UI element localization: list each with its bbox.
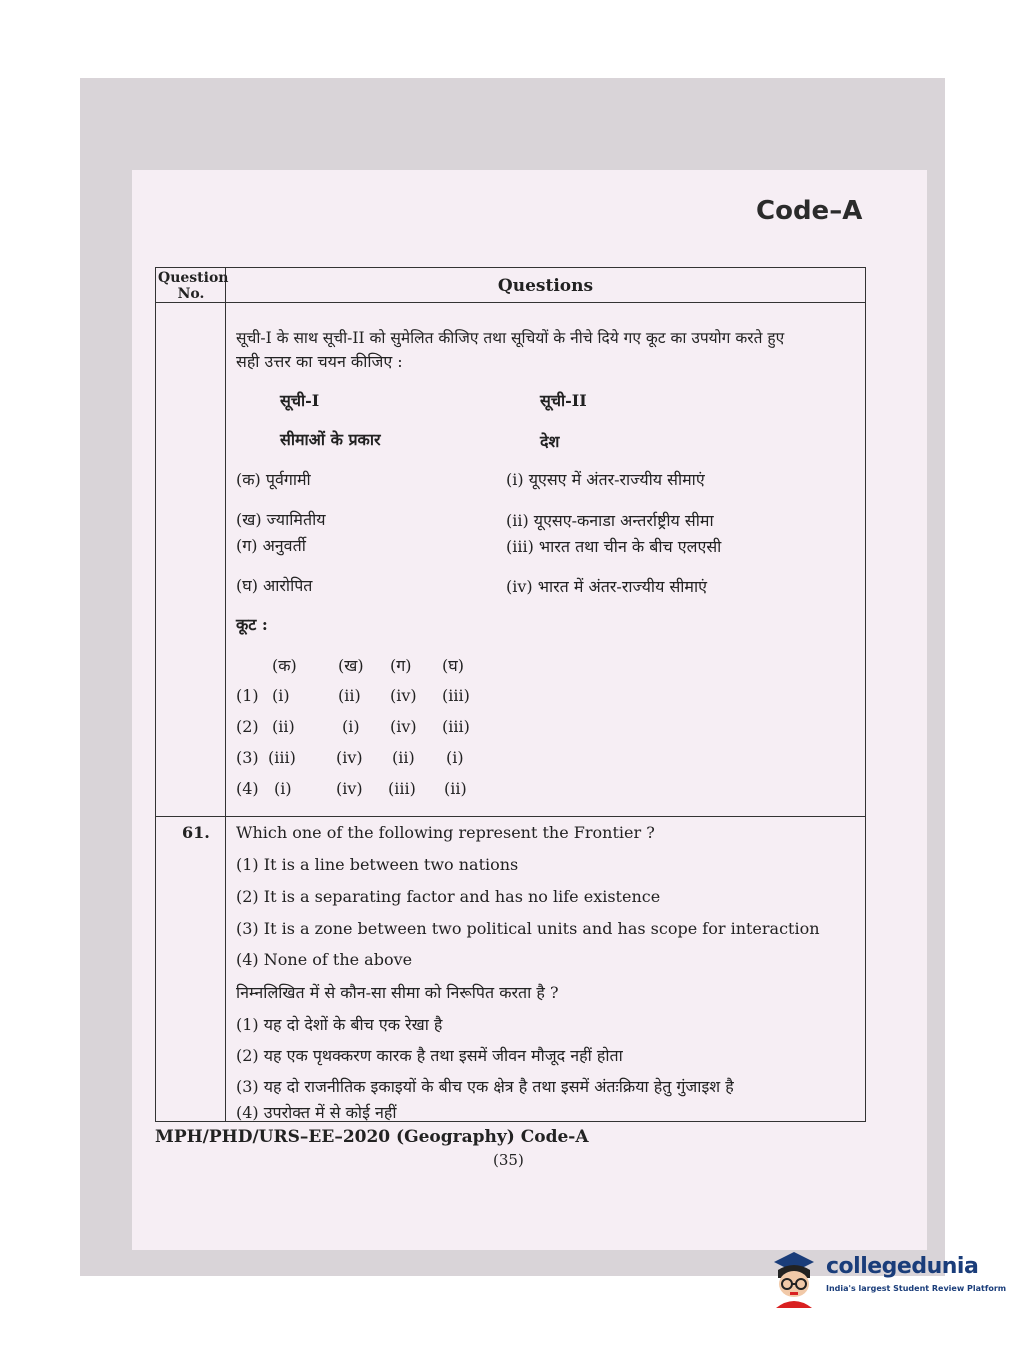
- list2-item: (iv) भारत में अंतर-राज्यीय सीमाएं: [506, 577, 707, 596]
- code-label: Code–A: [756, 196, 863, 226]
- q61-option-en: (3) It is a zone between two political units and has scope for interaction: [236, 919, 820, 938]
- code-cell: (ii): [444, 779, 467, 798]
- code-cell: (i): [272, 686, 290, 705]
- code-cell: (iv): [336, 748, 363, 767]
- code-header: (घ): [442, 656, 464, 675]
- code-header: (ख): [338, 656, 364, 675]
- code-cell: (iv): [390, 717, 417, 736]
- code-cell: (iv): [336, 779, 363, 798]
- code-cell: (ii): [338, 686, 361, 705]
- mascot-icon: [768, 1248, 820, 1308]
- q60-intro-line1: सूची-I के साथ सूची-II को सुमेलित कीजिए तथा सूचियों के नीचे दिये गए कूट का उपयोग करते हुए: [236, 329, 785, 347]
- list2-title: सूची-II: [540, 391, 587, 410]
- list2-item: (i) यूएसए में अंतर-राज्यीय सीमाएं: [506, 470, 705, 489]
- code-cell: (i): [274, 779, 292, 798]
- code-option-number: (1): [236, 686, 259, 705]
- list1-item: (घ) आरोपित: [236, 576, 313, 595]
- list2-item: (ii) यूएसए-कनाडा अन्तर्राष्ट्रीय सीमा: [506, 511, 714, 530]
- list2-item: (iii) भारत तथा चीन के बीच एलएसी: [506, 537, 722, 556]
- header-divider: [156, 302, 865, 303]
- code-header: (क): [272, 656, 297, 675]
- code-cell: (iii): [442, 717, 470, 736]
- list1-item: (ग) अनुवर्ती: [236, 536, 306, 555]
- code-cell: (iii): [268, 748, 296, 767]
- q61-option-hi: (4) उपरोक्त में से कोई नहीं: [236, 1103, 397, 1122]
- collegedunia-logo: [768, 1248, 1007, 1310]
- footer-title: MPH/PHD/URS–EE–2020 (Geography) Code-A: [155, 1127, 589, 1147]
- code-cell: (ii): [272, 717, 295, 736]
- q61-question-hi: निम्नलिखित में से कौन-सा सीमा को निरूपित करता है ?: [236, 983, 559, 1002]
- page-number: (35): [493, 1151, 524, 1169]
- q61-option-hi: (1) यह दो देशों के बीच एक रेखा है: [236, 1015, 443, 1034]
- col-header-questions: Questions: [497, 276, 594, 296]
- logo-tagline: India's largest Student Review Platform: [826, 1284, 1007, 1293]
- code-header: (ग): [390, 656, 412, 675]
- code-option-number: (3): [236, 748, 259, 767]
- col-header-question-no: Question No.: [158, 270, 229, 302]
- list1-item: (ख) ज्यामितीय: [236, 510, 326, 529]
- q61-question-en: Which one of the following represent the Frontier ?: [236, 823, 655, 842]
- code-cell: (iv): [390, 686, 417, 705]
- question-number: 61.: [182, 823, 210, 842]
- q61-option-en: (1) It is a line between two nations: [236, 855, 519, 874]
- code-cell: (ii): [392, 748, 415, 767]
- logo-wordmark: collegedunia: [826, 1254, 979, 1279]
- code-key-label: कूट :: [236, 615, 268, 634]
- list1-subtitle: सीमाओं के प्रकार: [280, 430, 381, 449]
- code-cell: (i): [446, 748, 464, 767]
- list1-item: (क) पूर्वगामी: [236, 470, 311, 489]
- q61-option-en: (2) It is a separating factor and has no life existence: [236, 887, 661, 906]
- list2-subtitle: देश: [540, 432, 560, 451]
- row-divider: [156, 816, 865, 817]
- q61-option-en: (4) None of the above: [236, 950, 413, 969]
- q61-option-hi: (2) यह एक पृथक्करण कारक है तथा इसमें जीवन मौजूद नहीं होता: [236, 1046, 623, 1065]
- list1-title: सूची-I: [280, 391, 320, 410]
- column-divider: [225, 268, 226, 1121]
- code-cell: (iii): [388, 779, 416, 798]
- q60-intro-line2: सही उत्तर का चयन कीजिए :: [236, 352, 403, 371]
- code-option-number: (4): [236, 779, 259, 798]
- code-option-number: (2): [236, 717, 259, 736]
- question-table: [155, 267, 866, 1122]
- q61-option-hi: (3) यह दो राजनीतिक इकाइयों के बीच एक क्षेत्र है तथा इसमें अंतःक्रिया हेतु गुंजाइश है: [236, 1077, 734, 1096]
- code-cell: (i): [342, 717, 360, 736]
- code-cell: (iii): [442, 686, 470, 705]
